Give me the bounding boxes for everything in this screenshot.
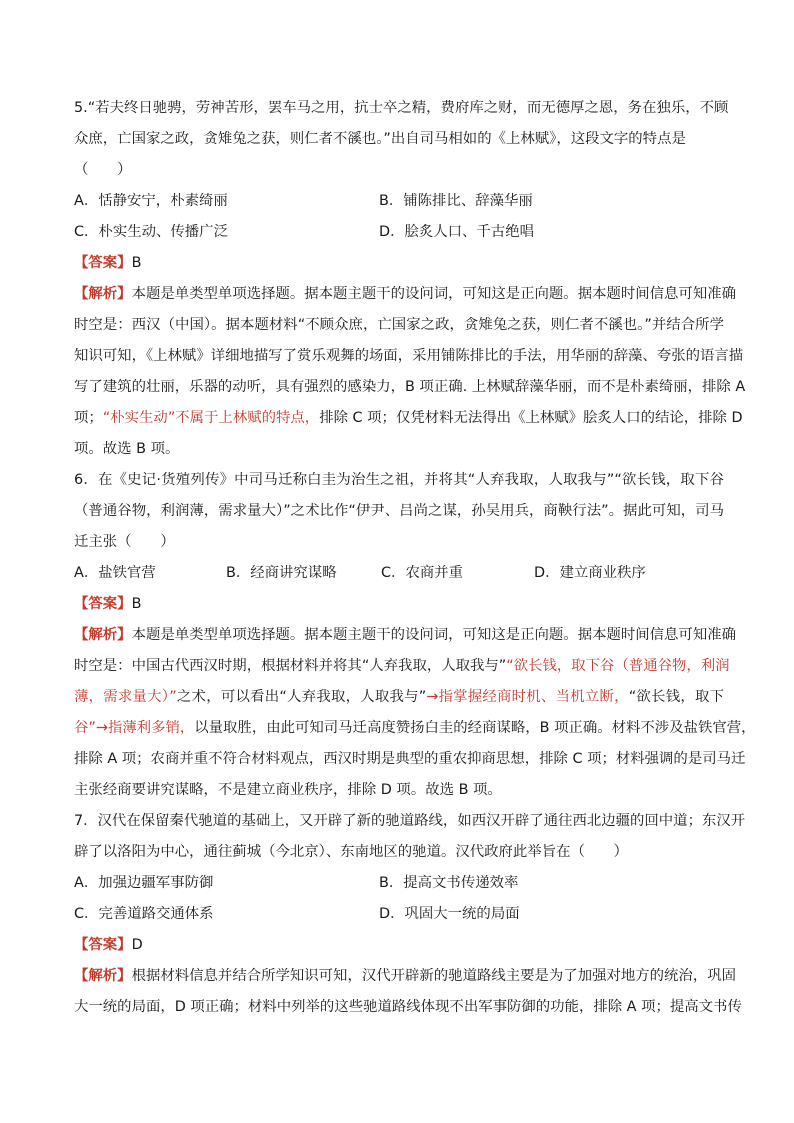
analysis-highlight: 薄，需求量大）”: [74, 689, 177, 705]
option-c[interactable]: C．朴实生动、传播广泛: [74, 224, 228, 240]
question-stem-line: （普通谷物，利润薄，需求量大）”之术比作“伊尹、吕尚之谋，孙吴用兵，商鞅行法”。据此可知，司马: [74, 503, 724, 519]
answer-tag: 【答案】: [74, 596, 132, 612]
option-d[interactable]: D．脍炙人口、千古绝唱: [379, 224, 534, 240]
analysis-text: 项；: [74, 410, 103, 426]
answer-value: B: [131, 255, 142, 271]
analysis-line: 写了建筑的壮丽，乐器的动听，具有强烈的感染力，B 项正确. 上林赋辞藻华丽，而不是朴素绮丽，排除 A: [74, 379, 746, 395]
document-page: [74, 93, 756, 1023]
analysis-tag: 【解析】: [74, 627, 132, 643]
question-6: [74, 465, 756, 806]
analysis-text: 本题是单类型单项选择题。据本题主题干的设问词，可知这是正向题。据本题时间信息可知准确: [131, 627, 736, 643]
analysis-text: 根据材料信息并结合所学知识可知，汉代开辟新的驰道路线主要是为了加强对地方的统治，巩固: [131, 968, 736, 984]
analysis-line: [74, 403, 743, 434]
option-b[interactable]: B．提高文书传递效率: [379, 875, 519, 891]
question-7: [74, 806, 746, 1023]
analysis-text: 以量取胜，由此可知司马迁高度赞扬白圭的经商谋略，B 项正确。材料不涉及盐铁官营，: [194, 720, 756, 736]
question-stem-line: 众庶，亡国家之政，贪雉兔之获，则仁者不豀也。”出自司马相如的《上林赋》，这段文字的特点是: [74, 131, 686, 147]
option-b[interactable]: B．经商讲究谋略: [226, 565, 337, 581]
option-a[interactable]: A．盐铁官营: [74, 565, 156, 581]
analysis-text: 时空是：中国古代西汉时期，根据材料并将其“人弃我取，人取我与”: [74, 658, 507, 674]
analysis-line: 项。故选 B 项。: [74, 441, 180, 457]
analysis-tag: 【解析】: [74, 286, 132, 302]
question-stem-line: 辟了以洛阳为中心，通往蓟城（今北京）、东南地区的驰道。汉代政府此举旨在（ ）: [74, 844, 629, 860]
options-row: [74, 558, 724, 589]
question-stem-line: （ ）: [74, 162, 132, 178]
analysis-line: [74, 651, 730, 682]
answer-line: [74, 930, 724, 961]
analysis-line: [74, 713, 756, 744]
analysis-line: 主张经商要讲究谋略，不是建立商业秩序，排除 D 项。故选 B 项。: [74, 782, 502, 798]
question-stem-line: 迁主张（ ）: [74, 534, 175, 550]
analysis-line: [74, 961, 736, 992]
analysis-text: 本题是单类型单项选择题。据本题主题干的设问词，可知这是正向题。据本题时间信息可知准确: [131, 286, 736, 302]
option-d[interactable]: D．巩固大一统的局面: [379, 906, 520, 922]
analysis-line: [74, 279, 736, 310]
options-row: [74, 868, 724, 899]
analysis-highlight: “朴实生动”不属于上林赋的特点，: [102, 410, 320, 426]
analysis-line: 时空是：西汉（中国）。据本题材料“不顾众庶，亡国家之政，贪雉兔之获，则仁者不豀也。”并结合所学: [74, 317, 724, 333]
analysis-line: [74, 620, 736, 651]
question-stem-line: 7．汉代在保留秦代驰道的基础上，又开辟了新的驰道路线，如西汉开辟了通往西北边疆的回中道；东汉开: [74, 813, 746, 829]
answer-tag: 【答案】: [74, 937, 132, 953]
option-d[interactable]: D．建立商业秩序: [534, 565, 646, 581]
analysis-line: 知识可知，《上林赋》详细地描写了赏乐观舞的场面，采用铺陈排比的手法，用华丽的辞藻、夸张的语言描: [74, 348, 744, 364]
option-c[interactable]: C．农商并重: [381, 565, 464, 581]
analysis-text: “欲长钱，取下: [628, 689, 724, 705]
analysis-highlight: →指掌握经商时机、当机立断，: [426, 689, 629, 705]
analysis-line: [74, 682, 724, 713]
answer-line: [74, 248, 724, 279]
answer-value: D: [131, 937, 143, 953]
answer-tag: 【答案】: [74, 255, 132, 271]
options-row: [74, 217, 724, 248]
options-row: [74, 186, 724, 217]
analysis-tag: 【解析】: [74, 968, 132, 984]
question-stem-line: 5.“若夫终日驰骋，劳神苦形，罢车马之用，抗士卒之精，费府库之财，而无德厚之恩，务在独乐，不顾: [74, 100, 729, 116]
answer-line: [74, 589, 724, 620]
analysis-highlight: 谷”→指薄利多销，: [74, 720, 195, 736]
answer-value: B: [131, 596, 142, 612]
analysis-text: 之术，可以看出“人弃我取，人取我与”: [176, 689, 427, 705]
question-5: [74, 93, 746, 465]
analysis-line: 排除 A 项；农商并重不符合材料观点，西汉时期是典型的重农抑商思想，排除 C 项；材料强调的是司马迁: [74, 751, 746, 767]
analysis-line: 大一统的局面，D 项正确；材料中列举的这些驰道路线体现不出军事防御的功能，排除 A 项；提高文书传: [74, 999, 742, 1015]
analysis-highlight: “欲长钱，取下谷（普通谷物，利润: [506, 658, 730, 674]
options-row: [74, 899, 724, 930]
option-a[interactable]: A．恬静安宁，朴素绮丽: [74, 193, 228, 209]
analysis-text: 排除 C 项；仅凭材料无法得出《上林赋》脍炙人口的结论，排除 D: [319, 410, 743, 426]
question-stem-line: 6．在《史记·货殖列传》中司马迁称白圭为治生之祖，并将其“人弃我取，人取我与”“欲长钱，取下谷: [74, 472, 724, 488]
option-a[interactable]: A．加强边疆军事防御: [74, 875, 214, 891]
option-b[interactable]: B．铺陈排比、辞藻华丽: [379, 193, 533, 209]
option-c[interactable]: C．完善道路交通体系: [74, 906, 214, 922]
